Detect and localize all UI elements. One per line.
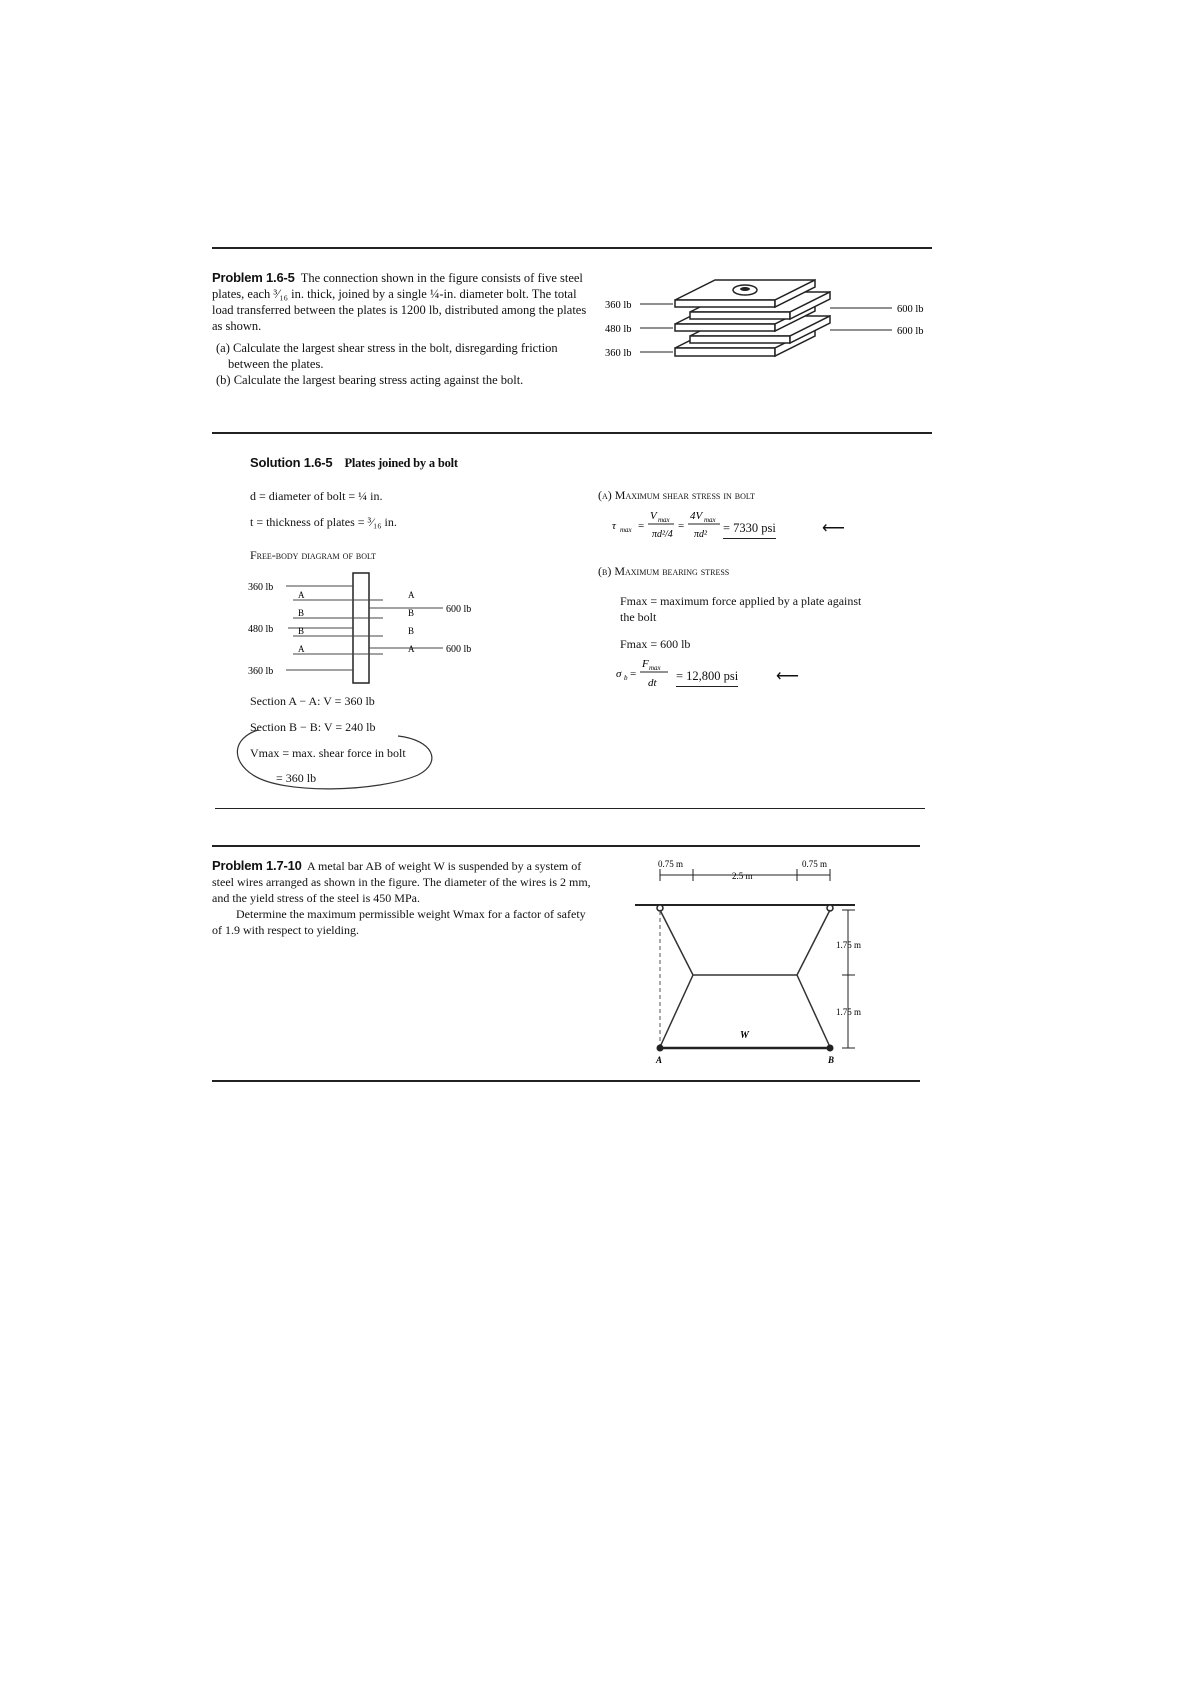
- fbd-load-left-1: 360 lb: [248, 582, 274, 593]
- fig-load-right-2: 600 lb: [897, 326, 924, 337]
- t-definition: t = thickness of plates = ³⁄₁₆ in.: [250, 515, 397, 529]
- label-b: B: [828, 1055, 835, 1065]
- svg-text:τ: τ: [612, 520, 616, 532]
- solution-title: Solution 1.6-5: [250, 455, 333, 470]
- rule-before-problem2: [212, 845, 920, 847]
- fbd-heading: Free-body diagram of bolt: [250, 548, 377, 562]
- d-definition: d = diameter of bolt = ¼ in.: [250, 489, 383, 503]
- vmax-value: = 360 lb: [276, 771, 317, 785]
- result-arrow-a: ⟵: [822, 520, 845, 537]
- svg-text:max: max: [649, 664, 661, 672]
- svg-text:max: max: [704, 516, 716, 524]
- result-arrow-b: ⟵: [776, 668, 799, 685]
- shear-stress-result: = 7330 psi: [723, 520, 776, 539]
- fbd-load-left-3: 360 lb: [248, 666, 274, 677]
- part-b: (b) Calculate the largest bearing stress acting against the bolt.: [216, 373, 524, 387]
- svg-text:=: =: [678, 520, 685, 532]
- svg-text:πd²: πd²: [694, 529, 708, 540]
- bearing-stress-result: = 12,800 psi: [676, 668, 738, 687]
- problem2-text: A metal bar AB of weight W is suspended by a system of steel wires arranged as shown in the figure. The diameter of the wires is 2 mm, and the yield stress of the steel is 450 MPa.: [212, 859, 591, 905]
- part-a-heading: (a) Maximum shear stress in bolt: [598, 488, 755, 502]
- rule-after-solution: [215, 808, 925, 809]
- svg-text:b: b: [624, 674, 628, 682]
- fbd-load-right-1: 600 lb: [446, 604, 472, 615]
- svg-text:dt: dt: [648, 677, 657, 689]
- problem-text: The connection shown in the figure consists of five steel plates, each ³⁄₁₆ in. thick, joined by a single ¼-in. diameter bolt. The total load transferred between the plates is 1200 lb, distributed among the plates as shown.: [212, 271, 587, 333]
- dim-right: 0.75 m: [802, 859, 828, 869]
- problem2-text2: Determine the maximum permissible weight Wmax for a factor of safety of 1.9 with respect to yielding.: [212, 907, 586, 937]
- part-b-heading: (b) Maximum bearing stress: [598, 564, 730, 578]
- fig-load-left-3: 360 lb: [605, 348, 632, 359]
- rule-after-problem: [212, 432, 932, 434]
- fbd-section-label-4: A: [298, 644, 305, 654]
- fbd-load-left-2: 480 lb: [248, 624, 274, 635]
- section-aa: Section A − A: V = 360 lb: [250, 694, 375, 708]
- svg-text:σ: σ: [616, 668, 622, 680]
- dim-middle: 2.5 m: [732, 871, 753, 881]
- fig-load-left-1: 360 lb: [605, 300, 632, 311]
- problem-1-6-5: [212, 270, 592, 388]
- bearing-stress-formula: [616, 654, 676, 694]
- fbd-section-label-right-4: A: [408, 644, 415, 654]
- label-w: W: [740, 1030, 749, 1041]
- fbd-section-label-right-1: A: [408, 590, 415, 600]
- fig-load-left-2: 480 lb: [605, 324, 632, 335]
- svg-text:max: max: [620, 526, 632, 534]
- section-bb: Section B − B: V = 240 lb: [250, 720, 376, 734]
- bottom-rule: [212, 1080, 920, 1082]
- svg-text:F: F: [642, 658, 649, 670]
- fmax-value: Fmax = 600 lb: [620, 637, 691, 651]
- fbd-section-label-1: A: [298, 590, 305, 600]
- fmax-definition: Fmax = maximum force applied by a plate against the bolt: [620, 594, 862, 624]
- handwritten-circle: [228, 720, 438, 800]
- fig-load-right-1: 600 lb: [897, 304, 924, 315]
- label-a: A: [656, 1055, 663, 1065]
- fbd-section-label-right-3: B: [408, 626, 415, 636]
- svg-text:=: =: [638, 520, 645, 532]
- fbd-section-label-right-2: B: [408, 608, 415, 618]
- svg-text:max: max: [658, 516, 670, 524]
- fbd-load-right-2: 600 lb: [446, 644, 472, 655]
- problem-1-7-10: [212, 858, 597, 938]
- solution-subtitle: Plates joined by a bolt: [344, 456, 458, 470]
- svg-text:πd²/4: πd²/4: [652, 529, 673, 540]
- dim-height-1: 1.75 m: [836, 940, 862, 950]
- plates-figure: [605, 278, 935, 378]
- top-rule: [212, 247, 932, 249]
- problem-title: Problem 1.6-5: [212, 270, 295, 285]
- fbd-section-label-2: B: [298, 608, 305, 618]
- wire-system-figure: [630, 855, 880, 1070]
- dim-height-2: 1.75 m: [836, 1007, 862, 1017]
- svg-text:4V: 4V: [690, 510, 703, 522]
- vmax-definition: Vmax = max. shear force in bolt: [250, 746, 406, 760]
- bolt-free-body-diagram: [248, 568, 488, 688]
- fbd-section-label-3: B: [298, 626, 305, 636]
- shear-stress-formula: [612, 506, 722, 544]
- part-a: (a) Calculate the largest shear stress in the bolt, disregarding friction between the plates.: [216, 341, 558, 371]
- solution-heading: [250, 454, 458, 472]
- svg-text:=: =: [630, 668, 637, 680]
- problem2-title: Problem 1.7-10: [212, 858, 302, 873]
- dim-left: 0.75 m: [658, 859, 684, 869]
- svg-text:V: V: [650, 510, 657, 522]
